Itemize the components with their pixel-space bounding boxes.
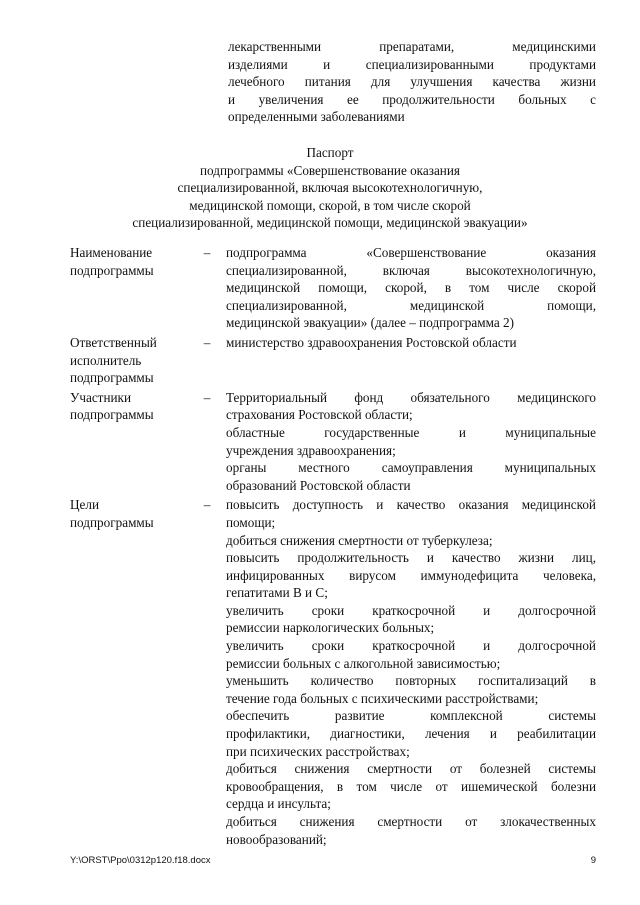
passport-row [0, 496, 640, 848]
content-line: помощи; [226, 514, 276, 530]
content-line: специализированной, медицинской помощи, [226, 297, 596, 313]
page-number: 9 [590, 855, 596, 866]
passport-title [60, 144, 600, 232]
row-label-line: Ответственный [70, 334, 157, 350]
content-paragraph [226, 496, 596, 531]
content-line: профилактики, диагностики, лечения и реабилитации [226, 726, 596, 742]
content-line: гепатитами В и С; [226, 585, 328, 601]
content-paragraph [226, 424, 596, 459]
content-line: учреждения здравоохранения; [226, 442, 396, 458]
row-content [226, 389, 596, 495]
content-line: областные государственные и муниципальные [226, 424, 596, 440]
content-line: течение года больных с психическими расстройствами; [226, 690, 539, 706]
row-dash: – [203, 334, 211, 350]
title-line: Паспорт [306, 145, 354, 160]
row-label [70, 389, 190, 424]
content-line: сердца и инсульта; [226, 796, 331, 812]
row-label-line: Цели [70, 497, 100, 513]
content-paragraph [226, 244, 596, 332]
row-label-line: подпрограммы [70, 514, 154, 530]
passport-row [0, 334, 640, 387]
content-paragraph [226, 760, 596, 813]
content-line: увеличить сроки краткосрочной и долгосрочной [226, 638, 596, 654]
intro-line: лечебного питания для улучшения качества жизни [228, 74, 596, 90]
content-line: при психических расстройствах; [226, 743, 410, 759]
passport-row [0, 389, 640, 495]
content-line: страхования Ростовской области; [226, 407, 413, 423]
content-line: новообразований; [226, 831, 327, 847]
content-paragraph [226, 672, 596, 707]
row-label-line: Участники [70, 389, 132, 405]
content-line: обеспечить развитие комплексной системы [226, 708, 596, 724]
content-line: органы местного самоуправления муниципальных [226, 460, 596, 476]
row-dash: – [203, 389, 211, 405]
content-line: медицинской эвакуации» (далее – подпрограмма 2) [226, 315, 514, 331]
content-line: министерство здравоохранения Ростовской области [226, 334, 517, 350]
content-line: ремиссии больных с алкогольной зависимостью; [226, 655, 501, 671]
row-content [226, 334, 596, 352]
row-label-line: Наименование [70, 245, 153, 260]
content-line: образований Ростовской области [226, 477, 411, 493]
content-paragraph [226, 334, 596, 352]
content-paragraph [226, 637, 596, 672]
file-path: Y:\ORST\Ppo\0312p120.f18.docx [70, 855, 211, 866]
row-label [70, 496, 190, 531]
content-line: ремиссии наркологических больных; [226, 620, 435, 636]
row-label-line: исполнитель [70, 352, 142, 368]
row-label-line: подпрограммы [70, 262, 154, 278]
title-line: медицинской помощи, скорой, в том числе скорой [189, 197, 471, 213]
intro-line: определенными заболеваниями [228, 109, 405, 125]
content-paragraph [226, 549, 596, 602]
row-label-line: подпрограммы [70, 370, 154, 386]
content-line: добиться снижения смертности от болезней системы [226, 761, 596, 777]
content-line: специализированной, включая высокотехнологичную, [226, 262, 596, 278]
title-line: подпрограммы «Совершенствование оказания [200, 162, 460, 178]
content-line: инфицированных вирусом иммунодефицита человека, [226, 567, 596, 583]
intro-line: изделиями и специализированными продуктами [228, 56, 596, 72]
content-line: повысить продолжительность и качество жизни лиц, [226, 550, 596, 566]
content-line: добиться снижения смертности от злокачественных [226, 814, 596, 830]
title-line: специализированной, медицинской помощи, медицинской эвакуации» [132, 215, 528, 231]
content-paragraph [226, 532, 596, 550]
passport-table [0, 244, 640, 850]
content-paragraph [226, 602, 596, 637]
title-line: специализированной, включая высокотехнологичную, [177, 180, 483, 196]
intro-continuation [228, 38, 596, 126]
row-label [70, 244, 190, 279]
row-content [226, 244, 596, 332]
content-line: медицинской помощи, скорой, в том числе скорой [226, 280, 596, 296]
content-line: добиться снижения смертности от туберкулеза; [226, 532, 493, 548]
content-paragraph [226, 459, 596, 494]
content-line: кровообращения, в том числе от ишемической болезни [226, 778, 596, 794]
passport-row [0, 244, 640, 332]
content-line: повысить доступность и качество оказания медицинской [226, 497, 596, 513]
row-content [226, 496, 596, 848]
row-dash: – [203, 245, 211, 260]
row-dash: – [203, 497, 211, 513]
content-paragraph [226, 389, 596, 424]
content-line: подпрограмма «Совершенствование оказания [226, 245, 596, 260]
intro-line: лекарственными препаратами, медицинскими [228, 39, 596, 54]
row-label [70, 334, 190, 387]
row-label-line: подпрограммы [70, 407, 154, 423]
content-line: уменьшить количество повторных госпитализаций в [226, 673, 596, 689]
content-paragraph [226, 707, 596, 760]
intro-line: и увеличения ее продолжительности больных с [228, 91, 596, 107]
content-paragraph [226, 813, 596, 848]
content-line: увеличить сроки краткосрочной и долгосрочной [226, 602, 596, 618]
content-line: Территориальный фонд обязательного медицинского [226, 389, 596, 405]
